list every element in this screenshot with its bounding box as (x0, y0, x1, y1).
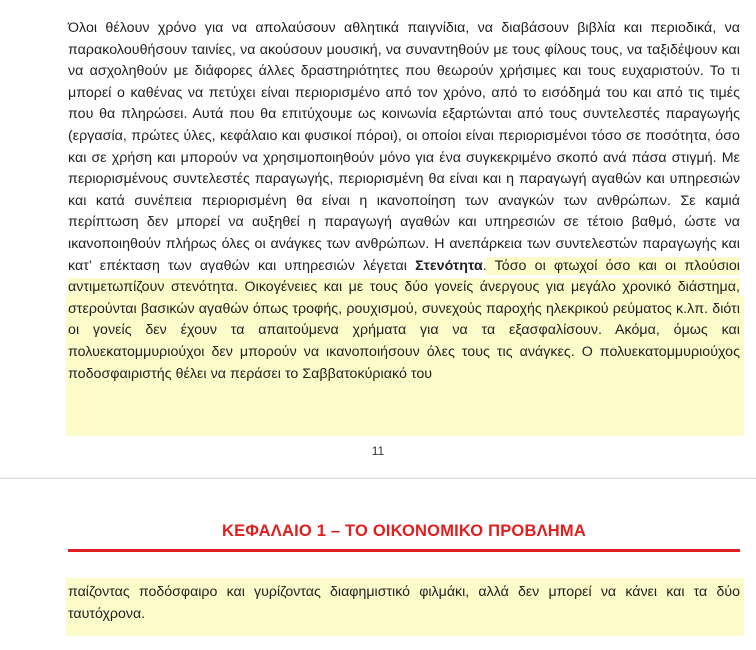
paragraph-plain-text: Όλοι θέλουν χρόνο για να απολαύσουν αθλητικά παιγνίδια, να διαβάσουν βιβλία και περιοδικά, να παρακολουθήσουν ταινίες, να ακούσουν μουσική, να συναντηθούν με τους φίλους τους, να ταξιδέψουν και να ασχοληθούν με διάφορες άλλες δραστηριότητες που θεωρούν χρήσιμες και τους ευχαριστούν. Το τι μπορεί ο καθένας να πετύχει είναι περιορισμένο από τον χρόνο, από το εισόδημά του και από τις τιμές που θα πληρώσει. Αυτά που θα επιτύχουμε ως κοινωνία εξαρτώνται από τους συντελεστές παραγωγής (εργασία, πρώτες ύλες, κεφάλαιο και φυσικοί πόροι), οι οποίοι είναι περιορισμένοι τόσο σε ποσότητα, όσο και σε χρήση και μπορούν να χρησιμοποιηθούν μόνο για ένα συγκεκριμένο σκοπό ανά πάσα στιγμή. Με περιορισμένους συντελεστές παραγωγής, περιορισμένη θα είναι και η παραγωγή αγαθών και υπηρεσιών και κατά συνέπεια περιορισμένη θα είναι η ικανοποίηση των αναγκών των ανθρώπων. Σε καμιά περίπτωση δεν μπορεί να αυξηθεί η παραγωγή αγαθών και υπηρεσιών σε τέτοιο βαθμό, ώστε να ικανοποιηθούν πλήρως όλες οι ανάγκες των ανθρώπων. Η ανεπάρκεια των συντελεστών παραγωγής και κατ’ επέκταση των αγαθών και υπηρεσιών λέγεται (68, 20, 740, 274)
highlighted-continuation (66, 578, 744, 636)
page-number: 11 (371, 444, 385, 458)
key-term-stenotita: Στενότητα (415, 257, 483, 274)
paragraph-highlighted-text: Τόσο οι φτωχοί όσο και οι πλούσιοι αντιμετωπίζουν στενότητα. Οικογένειες και με τους δύο γονείς άνεργους για μεγάλο χρονικό διάστημα, στερούνται βασικών αγαθών όπως τροφής, ρουχισμού, συνεχούς παροχής ηλεκρικού ρεύματος κ.λπ. διότι οι γονείς δεν έχουν τα απαιτούμενα χρήματα για να τα εξασφαλίσουν. Ακόμα, όμως και πολυεκατομμυριούχοι δεν μπορούν να ικανοποιήσουν όλες τους τις ανάγκες. Ο πολυεκατομμυριούχος ποδοσφαιριστής θέλει να περάσει το Σαββατοκύριακό του (68, 257, 740, 382)
term-period: . (482, 257, 487, 274)
body-paragraph[interactable] (68, 18, 740, 385)
page-12 (0, 494, 756, 650)
chapter-header-rule (68, 549, 740, 552)
continuation-paragraph[interactable]: παίζοντας ποδόσφαιρο και γυρίζοντας διαφημιστικό φιλμάκι, αλλά δεν μπορεί να κάνει και τα δύο ταυτόχρονα. (68, 584, 740, 622)
chapter-header: ΚΕΦΑΛΑΙΟ 1 – ΤΟ ΟΙΚΟΝΟΜΙΚΟ ΠΡΟΒΛΗΜΑ (222, 522, 586, 540)
page-separator (0, 478, 756, 495)
